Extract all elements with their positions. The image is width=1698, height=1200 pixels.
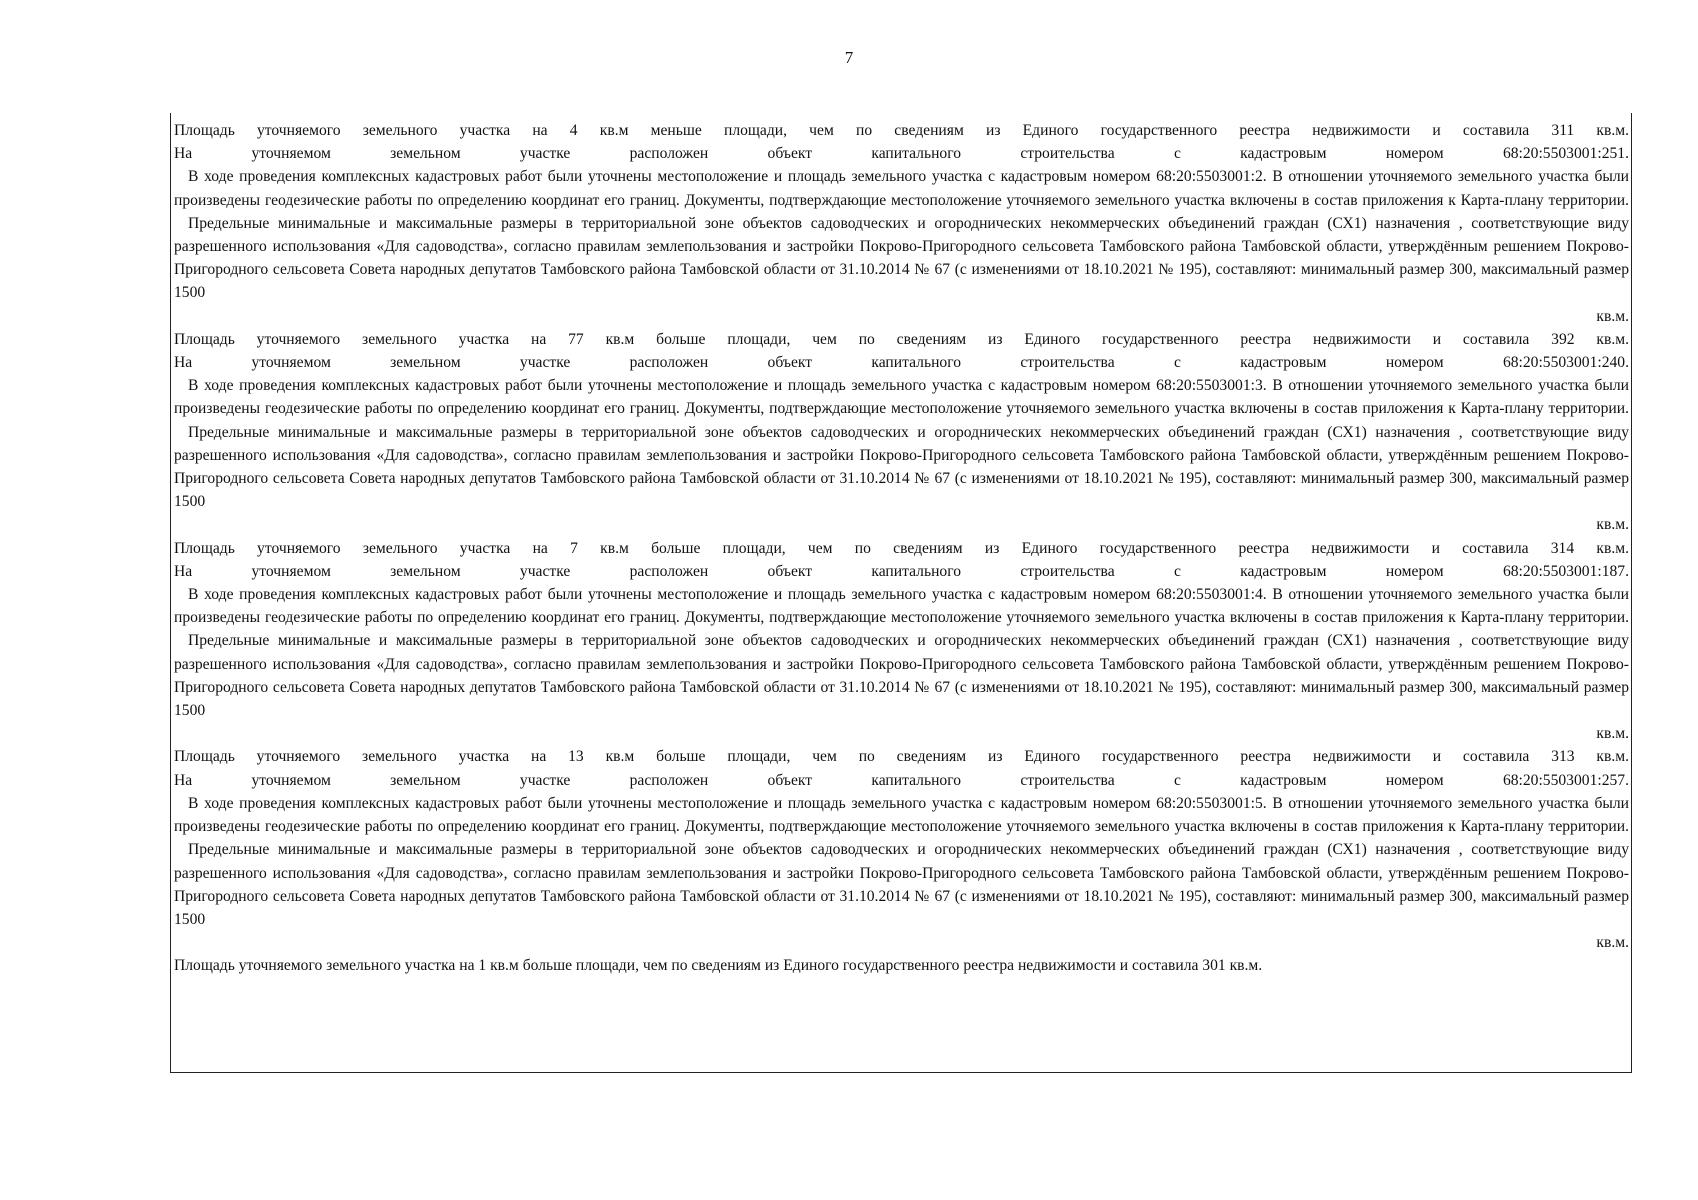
object-statement: На уточняемом земельном участке расположен объект капитального строительства с кадастровым номером 68:20:5503001:240. (174, 354, 1629, 372)
works-statement: В ходе проведения комплексных кадастровых работ были уточнены местоположение и площадь земельного участка с кадастровым номером 68:20:5503001:3. В отношении уточняемого земельного участка были произведены геодезические работы по определению координат его границ. Документы, подтверждающие местоположение уточняемого земельного участка включены в состав приложения к Карта-плану территории. (174, 377, 1629, 418)
unit-label: кв.м. (1596, 516, 1629, 534)
limits-statement: Предельные минимальные и максимальные размеры в территориальной зоне объектов садоводческих и огороднических некоммерческих объединений граждан (СХ1) назначения , соответствующие виду разрешенного использования «Для садоводства», согласно правилам землепользования и застройки Покрово-Пригородного сельсовета Тамбовского района Тамбовской области, утверждённым решением Покрово-Пригородного сельсовета Совета народных депутатов Тамбовского района Тамбовской области от 31.10.2014 № 67 (с изменениями от 18.10.2021 № 195), составляют: минимальный размер 300, максимальный размер 1500 (174, 841, 1629, 928)
area-statement: Площадь уточняемого земельного участка на 7 кв.м больше площади, чем по сведениям из Единого государственного реестра недвижимости и составила 314 кв.м. (174, 539, 1629, 557)
area-statement: Площадь уточняемого земельного участка на 1 кв.м больше площади, чем по сведениям из Единого государственного реестра недвижимости и составила 301 кв.м. (174, 957, 1263, 975)
works-statement: В ходе проведения комплексных кадастровых работ были уточнены местоположение и площадь земельного участка с кадастровым номером 68:20:5503001:5. В отношении уточняемого земельного участка были произведены геодезические работы по определению координат его границ. Документы, подтверждающие местоположение уточняемого земельного участка включены в состав приложения к Карта-плану территории. (174, 794, 1629, 836)
document-content (171, 113, 1631, 978)
unit-label: кв.м. (1596, 725, 1629, 743)
parcel-block-3 (174, 537, 1629, 746)
area-statement: Площадь уточняемого земельного участка на 13 кв.м больше площади, чем по сведениям из Единого государственного реестра недвижимости и составила 313 кв.м. (174, 748, 1629, 766)
parcel-block-1 (174, 119, 1629, 328)
parcel-block-4 (174, 745, 1629, 954)
unit-label: кв.м. (1596, 934, 1629, 952)
unit-label: кв.м. (1596, 307, 1629, 325)
area-statement: Площадь уточняемого земельного участка на 4 кв.м меньше площади, чем по сведениям из Единого государственного реестра недвижимости и составила 311 кв.м. (174, 122, 1629, 139)
parcel-block-2 (174, 328, 1629, 537)
works-statement: В ходе проведения комплексных кадастровых работ были уточнены местоположение и площадь земельного участка с кадастровым номером 68:20:5503001:2. В отношении уточняемого земельного участка были произведены геодезические работы по определению координат его границ. Документы, подтверждающие местоположение уточняемого земельного участка включены в состав приложения к Карта-плану территории. (174, 168, 1629, 209)
page-number: 7 (844, 48, 854, 67)
parcel-block-5 (174, 954, 1629, 977)
limits-statement: Предельные минимальные и максимальные размеры в территориальной зоне объектов садоводческих и огороднических некоммерческих объединений граждан (СХ1) назначения , соответствующие виду разрешенного использования «Для садоводства», согласно правилам землепользования и застройки Покрово-Пригородного сельсовета Тамбовского района Тамбовской области, утверждённым решением Покрово-Пригородного сельсовета Совета народных депутатов Тамбовского района Тамбовской области от 31.10.2014 № 67 (с изменениями от 18.10.2021 № 195), составляют: минимальный размер 300, максимальный размер 1500 (174, 423, 1629, 511)
object-statement: На уточняемом земельном участке расположен объект капитального строительства с кадастровым номером 68:20:5503001:257. (174, 771, 1629, 789)
document-frame (170, 113, 1632, 1073)
limits-statement: Предельные минимальные и максимальные размеры в территориальной зоне объектов садоводческих и огороднических некоммерческих объединений граждан (СХ1) назначения , соответствующие виду разрешенного использования «Для садоводства», согласно правилам землепользования и застройки Покрово-Пригородного сельсовета Тамбовского района Тамбовской области, утверждённым решением Покрово-Пригородного сельсовета Совета народных депутатов Тамбовского района Тамбовской области от 31.10.2014 № 67 (с изменениями от 18.10.2021 № 195), составляют: минимальный размер 300, максимальный размер 1500 (174, 632, 1629, 720)
object-statement: На уточняемом земельном участке расположен объект капитального строительства с кадастровым номером 68:20:5503001:251. (174, 145, 1629, 163)
works-statement: В ходе проведения комплексных кадастровых работ были уточнены местоположение и площадь земельного участка с кадастровым номером 68:20:5503001:4. В отношении уточняемого земельного участка были произведены геодезические работы по определению координат его границ. Документы, подтверждающие местоположение уточняемого земельного участка включены в состав приложения к Карта-плану территории. (174, 586, 1629, 627)
object-statement: На уточняемом земельном участке расположен объект капитального строительства с кадастровым номером 68:20:5503001:187. (174, 562, 1629, 580)
area-statement: Площадь уточняемого земельного участка на 77 кв.м больше площади, чем по сведениям из Единого государственного реестра недвижимости и составила 392 кв.м. (174, 330, 1629, 348)
limits-statement: Предельные минимальные и максимальные размеры в территориальной зоне объектов садоводческих и огороднических некоммерческих объединений граждан (СХ1) назначения , соответствующие виду разрешенного использования «Для садоводства», согласно правилам землепользования и застройки Покрово-Пригородного сельсовета Тамбовского района Тамбовской области, утверждённым решением Покрово-Пригородного сельсовета Совета народных депутатов Тамбовского района Тамбовской области от 31.10.2014 № 67 (с изменениями от 18.10.2021 № 195), составляют: минимальный размер 300, максимальный размер 1500 (174, 214, 1629, 302)
